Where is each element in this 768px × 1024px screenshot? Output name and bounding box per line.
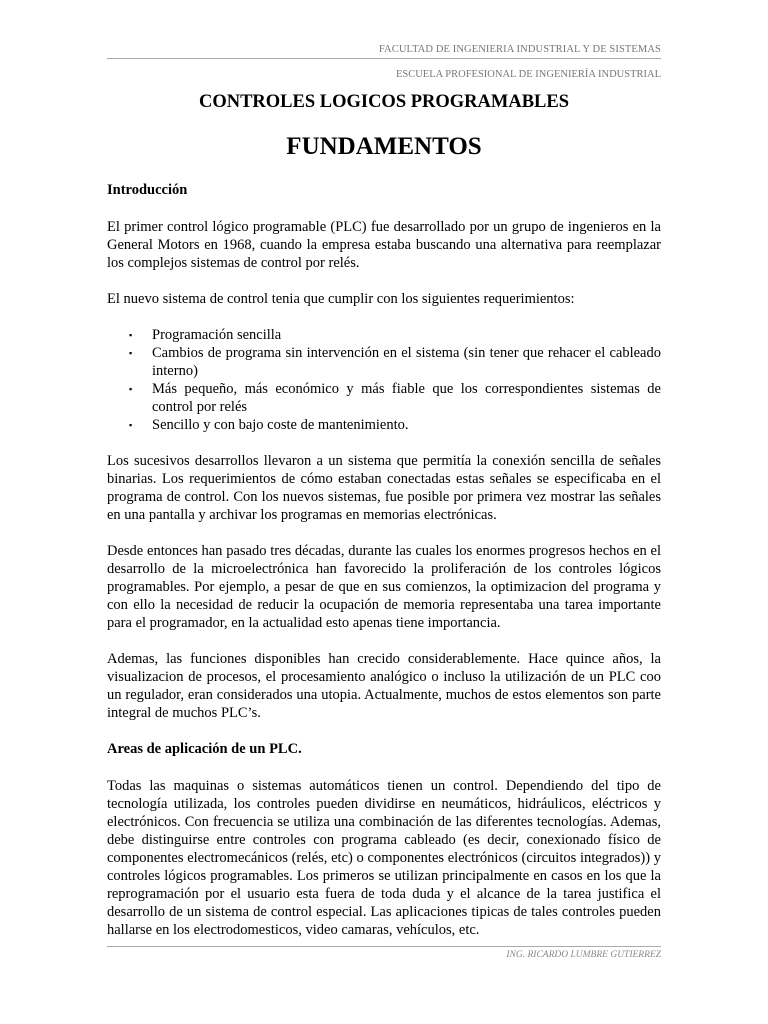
square-bullet-icon: ▪ [129,384,133,394]
paragraph-1: El primer control lógico programable (PLC) fue desarrollado por un grupo de ingenieros en la General Motors en 1968, cuando la empresa estaba buscando una alternativa para reemplazar los complejos sistemas de control por relés. [107,219,661,271]
list-item-text: Cambios de programa sin intervención en el sistema (sin tener que rehacer el cableado interno) [152,345,661,379]
header-faculty: FACULTAD DE INGENIERIA INDUSTRIAL Y DE SISTEMAS [378,44,661,55]
list-item [129,344,661,380]
document-title: CONTROLES LOGICOS PROGRAMABLES [198,92,570,112]
document-body [107,181,661,957]
paragraph-3: Los sucesivos desarrollos llevaron a un sistema que permitía la conexión sencilla de señales binarias. Los requerimientos de cómo estaban conectadas estas señales se especificaba en el programa de control. Con los nuevos sistemas, fue posible por primera vez mostrar las señales en una pantalla y archivar los programas en memorias electrónicas. [107,453,661,523]
header-school: ESCUELA PROFESIONAL DE INGENIERÍA INDUSTRIAL [395,69,661,80]
paragraph-5: Ademas, las funciones disponibles han crecido considerablemente. Hace quince años, la visualizacion de procesos, el procesamiento analógico o incluso la utilización de un PLC coo un regulador, eran considerados una utopia. Actualmente, muchos de estos elementos son parte integral de muchos PLC’s. [107,651,661,721]
footer-divider [107,946,661,947]
paragraph-4: Desde entonces han pasado tres décadas, durante las cuales los enormes progresos hechos en el desarrollo de la microelectrónica han favorecido la proliferación de los controles lógicos programables. Por ejemplo, a pesar de que en sus comienzos, la optimizacion del programa y con ello la necesidad de reducir la ocupación de memoria representaba una tarea importante para el programador, en la actualidad esto apenas tiene importancia. [107,543,661,631]
list-item-text: Programación sencilla [152,327,282,343]
list-item-text: Más pequeño, más económico y más fiable que los correspondientes sistemas de control por relés [152,381,661,415]
list-item [129,326,661,344]
document-subtitle: FUNDAMENTOS [286,133,482,160]
square-bullet-icon: ▪ [129,420,133,430]
footer-author: ING. RICARDO LUMBRE GUTIERREZ [506,950,661,960]
requirements-list [107,326,661,434]
paragraph-6: Todas las maquinas o sistemas automáticos tienen un control. Dependiendo del tipo de tecnología utilizada, los controles pueden dividirse en neumáticos, hidráulicos, eléctricos y electrónicos. Con frecuencia se utiliza una combinación de las diferentes tecnologías. Ademas, debe distinguirse entre controles con programa cableado (es decir, conexionado físico de componentes electromecánicos (relés, etc) o componentes electrónicos (circuitos integrados)) y controles lógicos programables. Los primeros se utilizan principalmente en casos en los que la reprogramación por el usuario esta fuera de toda duda y el alcance de la tarea justifica el desarrollo de un sistema de control especial. Las aplicaciones tipicas de tales controles pueden hallarse en los electrodomesticos, video camaras, vehículos, etc. [107,778,661,938]
header-divider [107,58,661,59]
heading-introduccion: Introducción [107,182,188,198]
list-item [129,380,661,416]
square-bullet-icon: ▪ [129,348,133,358]
heading-areas-aplicacion: Areas de aplicación de un PLC. [107,741,302,757]
paragraph-2: El nuevo sistema de control tenia que cumplir con los siguientes requerimientos: [107,291,575,307]
square-bullet-icon: ▪ [129,330,133,340]
list-item [129,416,661,434]
list-item-text: Sencillo y con bajo coste de mantenimiento. [152,417,409,433]
